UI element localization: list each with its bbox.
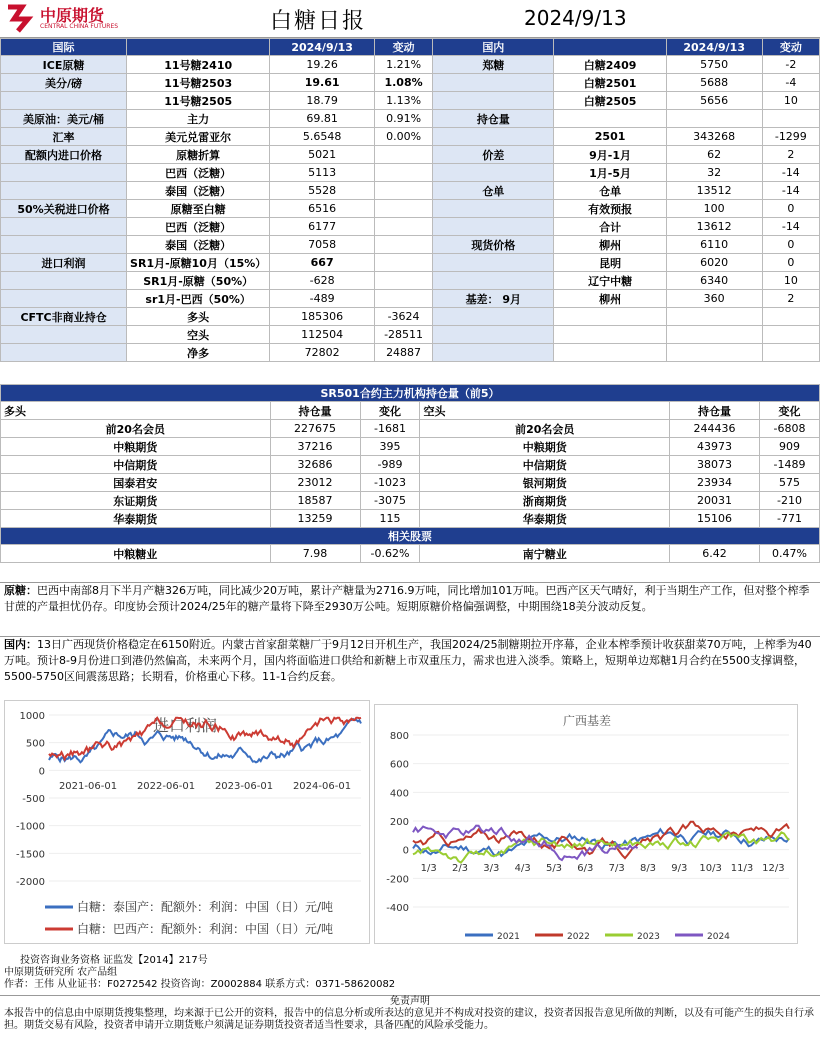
table-cell: -2 [762,56,819,74]
table-cell: 5113 [270,164,375,182]
table-cell [554,326,666,344]
table-cell: 郑糖 [433,56,554,74]
table-cell: -1681 [360,420,420,438]
table-cell [554,308,666,326]
holding-header-cell: 变化 [360,402,420,420]
table-cell: 南宁糖业 [420,545,670,563]
holding-table [0,384,820,563]
table-cell: 11号糖2503 [127,74,270,92]
x-tick-label: 2021-06-01 [58,781,118,792]
table-cell: 5528 [270,182,375,200]
table-cell [1,164,127,182]
table-cell: 多头 [127,308,270,326]
table-cell: 东证期货 [1,492,271,510]
table-cell: 43973 [670,438,760,456]
table-cell: 白糖2505 [554,92,666,110]
holding-header-cell: 持仓量 [670,402,760,420]
logo-subtext: CENTRAL CHINA FUTURES [40,23,119,30]
y-tick-label: 0 [38,766,45,778]
y-tick-label: 0 [402,845,409,857]
table-cell: CFTC非商业持仓 [1,308,127,326]
table-cell: 1.08% [374,74,432,92]
logo-text: 中原期货 [40,6,105,25]
table-cell [1,218,127,236]
table-cell: -1299 [762,128,819,146]
table-cell: 2501 [554,128,666,146]
table-cell: -14 [762,164,819,182]
table-cell: sr1月-巴西（50%） [127,290,270,308]
table-cell: 72802 [270,344,375,362]
y-tick-label: -2000 [15,877,45,888]
table-cell: 1.21% [374,56,432,74]
table-cell: 基差： 9月 [433,290,554,308]
table-row [1,492,820,510]
table-row [1,110,820,128]
intl-commentary [0,582,820,632]
x-tick-label: 7/3 [608,863,625,874]
table-cell: 69.81 [270,110,375,128]
table-cell: 仓单 [554,182,666,200]
table-cell: 前20名会员 [1,420,271,438]
table-cell: 巴西（泛糖） [127,164,270,182]
table-cell: 13512 [666,182,762,200]
table-cell [433,164,554,182]
table-cell [433,272,554,290]
table-cell: 19.26 [270,56,375,74]
table-cell: 7058 [270,236,375,254]
disclaimer-title: 免责声明 [0,995,820,1008]
table-cell [433,308,554,326]
table-cell: SR1月-原糖10月（15%） [127,254,270,272]
table-cell: -3075 [360,492,420,510]
table-cell: 5656 [666,92,762,110]
table-cell: 2 [762,290,819,308]
table-cell: 净多 [127,344,270,362]
table-cell [554,344,666,362]
table-cell: 115 [360,510,420,528]
legend-label: 2023 [637,932,660,942]
y-tick-label: 400 [389,788,409,800]
table-cell: 667 [270,254,375,272]
logo-mark-icon [4,3,38,33]
table-cell [433,326,554,344]
guangxi-basis-chart [374,704,798,944]
table-cell: -1489 [760,456,820,474]
table-cell [433,254,554,272]
table-cell: 0.00% [374,128,432,146]
table-cell [1,326,127,344]
table-cell: 美分/磅 [1,74,127,92]
table-cell: 5688 [666,74,762,92]
table-cell [554,110,666,128]
table-cell: 19.61 [270,74,375,92]
table-row [1,200,820,218]
header-cell: 变动 [374,39,432,56]
table-cell: 7.98 [270,545,360,563]
table-cell: 32686 [270,456,360,474]
table-cell [433,218,554,236]
table-cell [374,290,432,308]
table-cell: 汇率 [1,128,127,146]
table-cell: 0 [762,254,819,272]
intl-text: 巴西中南部8月下半月产糖326万吨，同比减少20万吨，累计产糖量为2716.9万吨，同比增加101万吨。巴西产区天气晴好，利于当期生产工作，但对整个榨季甘蔗的产量担忧仍存。印度协会预计2024/25年的糖产量将下降至2930万公吨。短期原糖价格偏强调整，中期围绕18美分波动反复。 [4,584,810,613]
y-tick-label: 800 [389,731,409,742]
table-cell: 中粮期货 [1,438,271,456]
table-cell: 美元兑雷亚尔 [127,128,270,146]
stocks-title: 相关股票 [1,528,820,545]
table-cell: 0 [762,200,819,218]
table-cell: 112504 [270,326,375,344]
table-cell: 100 [666,200,762,218]
table-cell: 巴西（泛糖） [127,218,270,236]
holding-header-cell: 持仓量 [270,402,360,420]
table-row [1,272,820,290]
table-row [1,236,820,254]
x-tick-label: 10/3 [699,863,722,874]
table-cell: -14 [762,218,819,236]
report-date: 2024/9/13 [524,6,627,30]
table-cell: 华泰期货 [420,510,670,528]
table-cell: 0.91% [374,110,432,128]
table-row [1,290,820,308]
table-cell: 23934 [670,474,760,492]
header-cell: 变动 [762,39,819,56]
table-row [1,56,820,74]
table-cell: 10 [762,92,819,110]
table-cell: SR1月-原糖（50%） [127,272,270,290]
table-cell: 5750 [666,56,762,74]
table-cell [762,308,819,326]
table-row [1,74,820,92]
domestic-commentary [0,636,820,698]
table-row [1,420,820,438]
y-tick-label: -500 [22,794,45,805]
table-row [1,474,820,492]
table-cell [1,344,127,362]
header-cell: 2024/9/13 [270,39,375,56]
table-cell [666,344,762,362]
holding-header-row [1,402,820,420]
table-cell: 13259 [270,510,360,528]
table-row [1,326,820,344]
chart-title: 进口利润 [152,716,218,735]
table-cell [1,182,127,200]
x-tick-label: 2022-06-01 [136,781,196,792]
table-cell: 原糖至白糖 [127,200,270,218]
table-cell: -14 [762,182,819,200]
footer-dept: 中原期货研究所 农产品组 [4,967,118,978]
header-cell: 国际 [1,39,127,56]
table-cell: 23012 [270,474,360,492]
table-cell: 辽宁中糖 [554,272,666,290]
table-cell: 185306 [270,308,375,326]
y-tick-label: 200 [389,817,409,828]
table-row [1,456,820,474]
x-tick-label: 11/3 [730,863,754,874]
header-cell: 2024/9/13 [666,39,762,56]
holding-title: SR501合约主力机构持仓量（前5） [1,385,820,402]
price-table-header [1,39,820,56]
y-tick-label: 600 [389,759,409,771]
table-cell [374,236,432,254]
table-cell [433,200,554,218]
table-cell: 美原油：美元/桶 [1,110,127,128]
import-profit-chart [4,700,370,944]
report-header [0,0,820,38]
table-cell: 24887 [374,344,432,362]
table-cell: -3624 [374,308,432,326]
y-tick-label: -400 [386,903,409,914]
chart-title: 广西基差 [562,714,612,728]
footer [0,955,820,1032]
domestic-text: 13日广西现货价格稳定在6150附近。内蒙古首家甜菜糖厂于9月12日开机生产，我国2024/25制糖期拉开序幕，企业本榨季预计收获甜菜70万吨，上榨季为40万吨。预计8-9月份进口到港仍然偏高，未来两个月，国内将面临进口供给和新糖上市双重压力，需求也进入淡季。策略上，短期单边郑糖1月合约在5500支撑调整，5500-5750区间震荡思路；长期看，价格重心下移。11-1合约反套。 [4,638,812,683]
y-tick-label: -200 [386,874,409,886]
holding-header-cell: 多头 [1,402,271,420]
y-tick-label: -1000 [15,821,45,833]
page-title: 白糖日报 [270,9,367,34]
x-tick-label: 2/3 [451,863,469,874]
table-cell: 0.47% [760,545,820,563]
table-cell [666,308,762,326]
table-cell: 9月-1月 [554,146,666,164]
holding-title-row [1,385,820,402]
table-cell: 32 [666,164,762,182]
table-cell: 18587 [270,492,360,510]
legend-label: 2021 [497,932,520,942]
header-cell: 国内 [433,39,554,56]
table-cell: 13612 [666,218,762,236]
table-cell: 360 [666,290,762,308]
legend-label: 白糖：巴西产：配额外：利润：中国（日）元/吨 [77,922,334,936]
table-cell: 6516 [270,200,375,218]
header-cell [554,39,666,56]
table-cell [433,344,554,362]
table-cell: 11号糖2505 [127,92,270,110]
table-cell [374,218,432,236]
table-row [1,344,820,362]
table-cell [433,128,554,146]
x-tick-label: 8/3 [639,863,657,874]
table-cell: 中粮糖业 [1,545,271,563]
table-cell [1,236,127,254]
table-cell: 泰国（泛糖） [127,236,270,254]
table-cell [666,326,762,344]
table-cell [1,290,127,308]
table-cell: -28511 [374,326,432,344]
table-cell: 合计 [554,218,666,236]
table-row [1,146,820,164]
table-cell: 有效预报 [554,200,666,218]
table-cell: 仓单 [433,182,554,200]
table-cell: 0 [762,236,819,254]
table-cell: 11号糖2410 [127,56,270,74]
stocks-title-row [1,528,820,545]
table-cell: 原糖折算 [127,146,270,164]
table-cell: 中信期货 [1,456,271,474]
table-row [1,545,820,563]
table-cell [762,344,819,362]
table-row [1,92,820,110]
table-cell: 575 [760,474,820,492]
table-cell: 银河期货 [420,474,670,492]
table-row [1,308,820,326]
y-tick-label: 500 [25,738,45,750]
table-cell: 前20名会员 [420,420,670,438]
table-cell: 62 [666,146,762,164]
domestic-label: 国内： [4,638,37,651]
table-cell: -628 [270,272,375,290]
table-cell: 持仓量 [433,110,554,128]
table-cell: 6110 [666,236,762,254]
y-tick-label: -1500 [15,849,45,861]
table-cell: 6177 [270,218,375,236]
table-cell: 昆明 [554,254,666,272]
disclaimer-text: 本报告中的信息由中原期货搜集整理，均来源于已公开的资料，报告中的信息分析或所表达的意见并不构成对投资的建议，投资者因报告意见所做的判断，以及有可能产生的损失自行承担。期货交易有风险，投资者申请开立期货账户须满足证券期货投资者适当性要求，具备匹配的风险承受能力。 [4,1008,814,1031]
table-cell: 5.6548 [270,128,375,146]
holding-header-cell: 变化 [760,402,820,420]
holding-header-cell: 空头 [420,402,670,420]
table-cell: 5021 [270,146,375,164]
x-tick-label: 3/3 [483,863,500,874]
table-cell [374,146,432,164]
table-cell [433,74,554,92]
table-cell: 244436 [670,420,760,438]
table-cell [762,110,819,128]
company-logo [4,3,144,35]
table-cell: 10 [762,272,819,290]
table-cell: -1023 [360,474,420,492]
table-cell: 6340 [666,272,762,290]
footer-author: 作者：王伟 从业证书：F0272542 投资咨询：Z0002884 联系方式：0371-58620082 [4,979,396,990]
table-row [1,510,820,528]
table-cell: 主力 [127,110,270,128]
legend-label: 2022 [567,932,590,942]
table-cell: 227675 [270,420,360,438]
table-cell: 泰国（泛糖） [127,182,270,200]
table-cell [374,272,432,290]
table-cell [762,326,819,344]
table-cell: 柳州 [554,290,666,308]
footer-license: 投资咨询业务资格 证监发【2014】217号 [20,955,208,966]
table-cell: -989 [360,456,420,474]
table-cell [374,182,432,200]
table-cell [1,92,127,110]
x-tick-label: 6/3 [577,863,594,874]
table-cell: -489 [270,290,375,308]
table-cell: 18.79 [270,92,375,110]
table-cell: 中信期货 [420,456,670,474]
intl-label: 原糖： [4,584,37,597]
x-tick-label: 1/3 [420,863,437,874]
x-tick-label: 5/3 [545,863,563,874]
table-cell [1,272,127,290]
table-cell: 343268 [666,128,762,146]
x-tick-label: 4/3 [514,863,531,874]
table-row [1,218,820,236]
table-cell: 进口利润 [1,254,127,272]
legend-label: 2024 [707,932,730,942]
table-row [1,438,820,456]
table-cell: 浙商期货 [420,492,670,510]
table-cell: -4 [762,74,819,92]
x-tick-label: 9/3 [671,863,688,874]
table-cell [666,110,762,128]
legend-label: 白糖：泰国产：配额外：利润：中国（日）元/吨 [77,900,334,914]
table-cell: -0.62% [360,545,420,563]
table-cell: 20031 [670,492,760,510]
table-cell: 现货价格 [433,236,554,254]
table-cell [374,164,432,182]
table-cell: 中粮期货 [420,438,670,456]
table-cell: 37216 [270,438,360,456]
table-cell: 白糖2409 [554,56,666,74]
table-cell: 909 [760,438,820,456]
table-cell: 柳州 [554,236,666,254]
table-cell: 6020 [666,254,762,272]
table-cell: 50%关税进口价格 [1,200,127,218]
table-cell: 空头 [127,326,270,344]
y-tick-label: 1000 [19,711,45,722]
table-cell: 395 [360,438,420,456]
table-cell [374,254,432,272]
x-tick-label: 12/3 [762,863,785,874]
table-row [1,254,820,272]
table-cell: 6.42 [670,545,760,563]
table-cell: 15106 [670,510,760,528]
table-row [1,182,820,200]
table-cell: 配额内进口价格 [1,146,127,164]
header-cell [127,39,270,56]
table-row [1,164,820,182]
price-table [0,38,820,362]
table-cell: 白糖2501 [554,74,666,92]
table-cell: -6808 [760,420,820,438]
table-cell: 38073 [670,456,760,474]
table-cell: 价差 [433,146,554,164]
table-cell: 2 [762,146,819,164]
x-tick-label: 2023-06-01 [214,781,274,792]
table-cell: ICE原糖 [1,56,127,74]
table-row [1,128,820,146]
table-cell: 1.13% [374,92,432,110]
table-cell [374,200,432,218]
table-cell: 1月-5月 [554,164,666,182]
table-cell: -771 [760,510,820,528]
x-tick-label: 2024-06-01 [292,781,352,792]
table-cell: 华泰期货 [1,510,271,528]
table-cell: 国泰君安 [1,474,271,492]
table-cell: -210 [760,492,820,510]
table-cell [433,92,554,110]
